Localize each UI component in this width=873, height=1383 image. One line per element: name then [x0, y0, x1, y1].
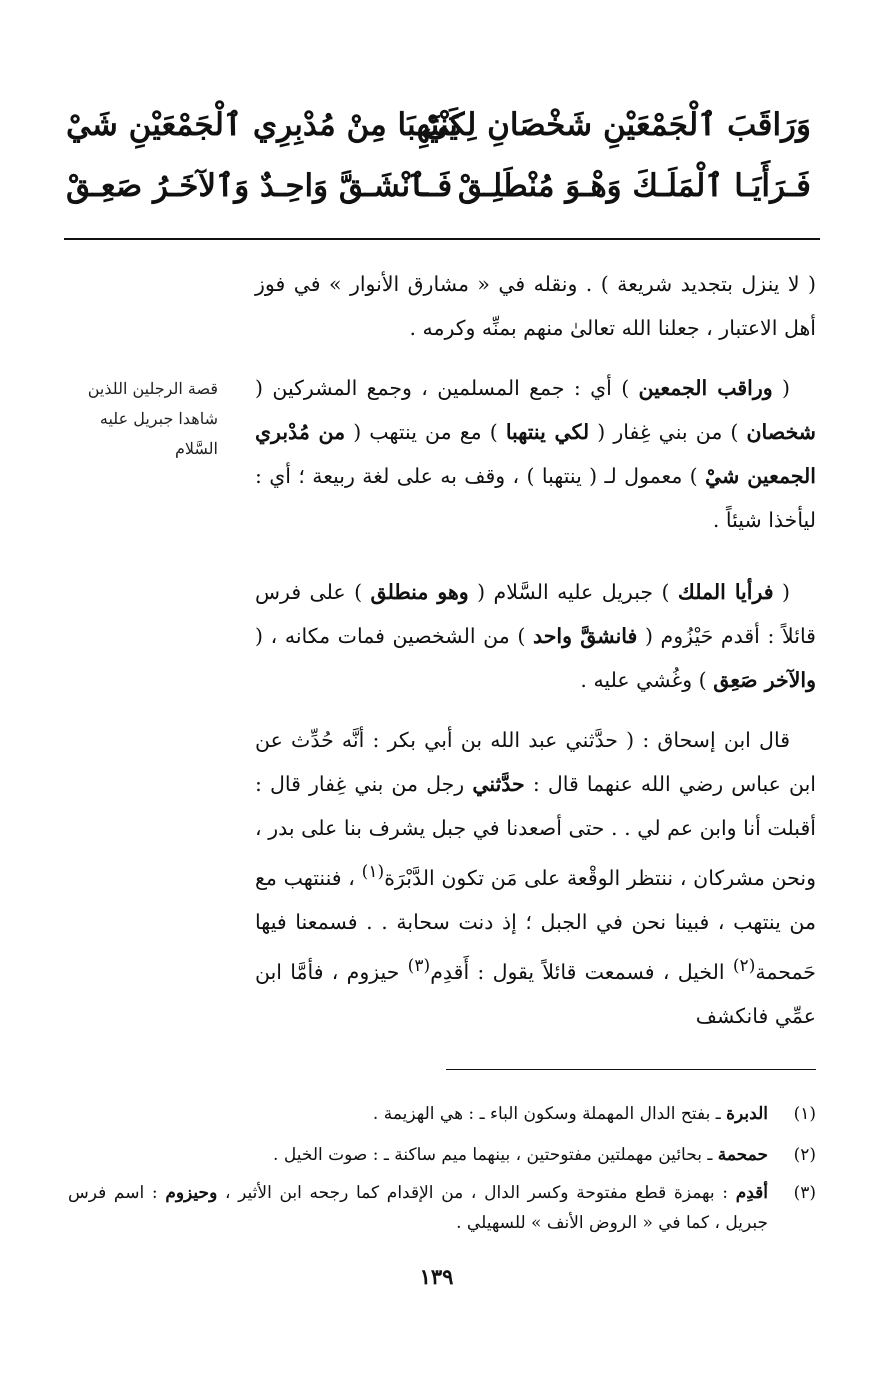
footnote-ref-2[interactable]: (٢) — [732, 955, 756, 976]
footnote-text-2: : اسم فرس جبريل ، كما في « الروض الأنف » للسهيلي . — [68, 1183, 768, 1233]
paragraph-narration: قال ابن إسحاق : ( حدَّثني عبد الله بن أبي بكر : أنَّه حُدِّث عن ابن عباس رضي الله عنهما قال : حدَّثني رجل من بني غِفار قال : أقبلت أنا وابن عم لي . . حتى أصعدنا في جبل يشرف بنا على بدر ، ونحن مشركان ، ننتظر الوقْعة على مَن تكون الدَّبْرَة$^{(١)}$ ، فننتهب مع من ينتهب ، فبينا نحن في الجبل ؛ إذ دنت سحابة . . فسمعنا فيها حَمحمة$^{(٢)}$ الخيل ، فسمعت قائلاً يقول : أَقدِم$^{(٣)}$ حيزوم ، فأمَّا ابن عمِّي فانكشف — [255, 728, 817, 1028]
verse-line-1-second-hemistich: يَنْتَهِبَا مِنْ مُدْبِرِي ٱلْجَمْعَيْنِ شَيْ — [66, 107, 458, 143]
footnote-number: (٢) — [793, 1145, 816, 1165]
margin-note: قصة الرجلين اللذين شاهدا جبريل عليه السَّلام — [87, 379, 218, 458]
footnote-ref-1[interactable]: (١) — [361, 862, 385, 882]
footnote-number: (١) — [793, 1104, 816, 1124]
footnote-text: : بهمزة قطع مفتوحة وكسر الدال ، من الإقدام كما رجحه ابن الأثير ، — [217, 1183, 736, 1203]
footnote-term: الدبرة — [726, 1104, 768, 1124]
footnote-number: (٣) — [793, 1183, 816, 1203]
paragraph-commentary-2: ( فرأيا الملك ) جبريل عليه السَّلام ( وهو منطلق ) على فرس قائلاً : أقدم حَيْزُوم ( فانشقَّ واحد ) من الشخصين فمات مكانه ، ( والآخر صَعِق ) وغُشي عليه . — [255, 580, 816, 692]
verse-line-2-second-hemistich: فَـٱنْشَـقَّ وَاحِـدٌ وَٱلآخَـرُ صَعِـقْ — [66, 168, 453, 204]
footnote-3 — [60, 1178, 816, 1238]
paragraph-intro: ( لا ينزل بتجديد شريعة ) . ونقله في « مشارق الأنوار » في فوز أهل الاعتبار ، جعلنا الله تعالىٰ منهم بمنِّه وكرمه . — [255, 272, 816, 340]
footnote-term-2: وحيزوم — [165, 1183, 218, 1203]
footnote-ref-3[interactable]: (٣) — [407, 955, 431, 976]
footnote-separator-rule — [446, 1069, 816, 1070]
footnote-2 — [60, 1140, 816, 1170]
verse-separator-rule — [64, 238, 820, 240]
page-number: ١٣٩ — [419, 1264, 454, 1289]
footnote-term: حمحمة — [717, 1145, 768, 1165]
footnote-term: أقدِم — [735, 1183, 768, 1203]
footnote-text: ـ بحائين مهملتين مفتوحتين ، بينهما ميم ساكنة ـ : صوت الخيل . — [273, 1145, 718, 1165]
paragraph-commentary-1: ( وراقب الجمعين ) أي : جمع المسلمين ، وجمع المشركين ( شخصان ) من بني غِفار ( لكي ينتهبا ) مع من ينتهب ( من مُدْبري الجمعين شيْ ) معمول لـ ( ينتهبا ) ، وقف به على لغة ربيعة ؛ أي : ليأخذا شيئاً . — [255, 376, 816, 532]
verse-line-2-first-hemistich: فَـرَأَيَـا ٱلْمَلَـكَ وَهْـوَ مُنْطَلِـقْ — [457, 168, 811, 204]
footnote-1 — [60, 1099, 816, 1129]
verse-line-1-first-hemistich: وَرَاقَبَ ٱلْجَمْعَيْنِ شَخْصَانِ لِكَيْ — [423, 107, 811, 143]
footnote-text: ـ بفتح الدال المهملة وسكون الباء ـ : هي الهزيمة . — [372, 1104, 727, 1124]
